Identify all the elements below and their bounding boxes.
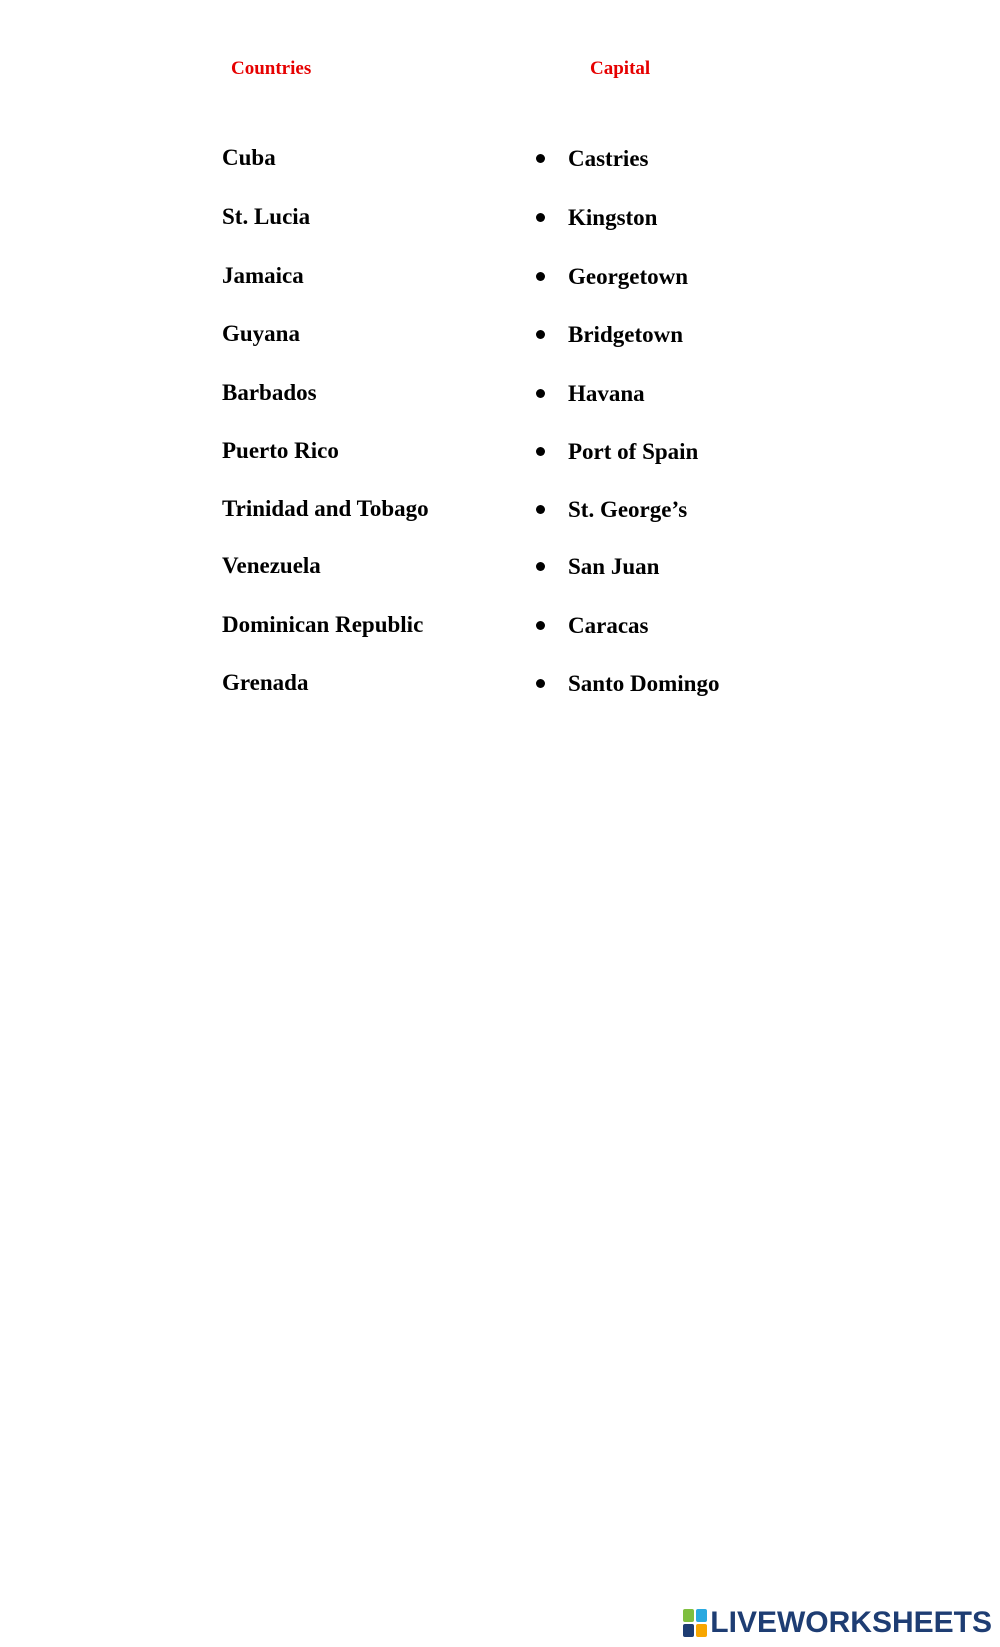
capital-item bbox=[538, 263, 688, 291]
bullet-icon bbox=[536, 272, 545, 281]
bullet-icon bbox=[536, 505, 545, 514]
capital-item bbox=[538, 321, 683, 349]
capital-item bbox=[538, 145, 648, 173]
capital-label: Port of Spain bbox=[568, 439, 699, 464]
header-capital: Capital bbox=[590, 58, 651, 79]
country-item: Trinidad and Tobago bbox=[222, 496, 429, 521]
capital-label: Kingston bbox=[568, 205, 658, 230]
country-item: Jamaica bbox=[222, 263, 304, 288]
capital-label: Castries bbox=[568, 146, 649, 171]
country-item: Guyana bbox=[222, 321, 300, 346]
capital-item bbox=[538, 670, 719, 698]
bullet-icon bbox=[536, 621, 545, 630]
capital-label: Georgetown bbox=[568, 264, 689, 289]
capital-label: San Juan bbox=[568, 554, 660, 579]
logo-text: LIVEWORKSHEETS bbox=[710, 1606, 992, 1639]
capital-item bbox=[538, 496, 687, 524]
country-item: Puerto Rico bbox=[222, 438, 339, 463]
country-item: Cuba bbox=[222, 145, 276, 170]
country-item: St. Lucia bbox=[222, 204, 311, 229]
bullet-icon bbox=[536, 330, 545, 339]
bullet-icon bbox=[536, 447, 545, 456]
country-item: Grenada bbox=[222, 670, 309, 695]
capital-item bbox=[538, 553, 659, 581]
logo-blocks-icon bbox=[683, 1609, 707, 1637]
capital-item bbox=[538, 438, 698, 466]
bullet-icon bbox=[536, 389, 545, 398]
header-countries: Countries bbox=[231, 58, 312, 79]
capital-label: St. George’s bbox=[568, 497, 688, 522]
capital-label: Caracas bbox=[568, 613, 649, 638]
country-item: Dominican Republic bbox=[222, 612, 424, 637]
capital-item bbox=[538, 612, 648, 640]
liveworksheets-logo bbox=[683, 1607, 992, 1639]
bullet-icon bbox=[536, 213, 545, 222]
capital-item bbox=[538, 204, 657, 232]
country-item: Barbados bbox=[222, 380, 317, 405]
capital-item bbox=[538, 380, 645, 408]
capital-label: Havana bbox=[568, 381, 645, 406]
bullet-icon bbox=[536, 154, 545, 163]
capital-label: Santo Domingo bbox=[568, 671, 720, 696]
capital-label: Bridgetown bbox=[568, 322, 683, 347]
country-item: Venezuela bbox=[222, 553, 321, 578]
bullet-icon bbox=[536, 562, 545, 571]
bullet-icon bbox=[536, 679, 545, 688]
